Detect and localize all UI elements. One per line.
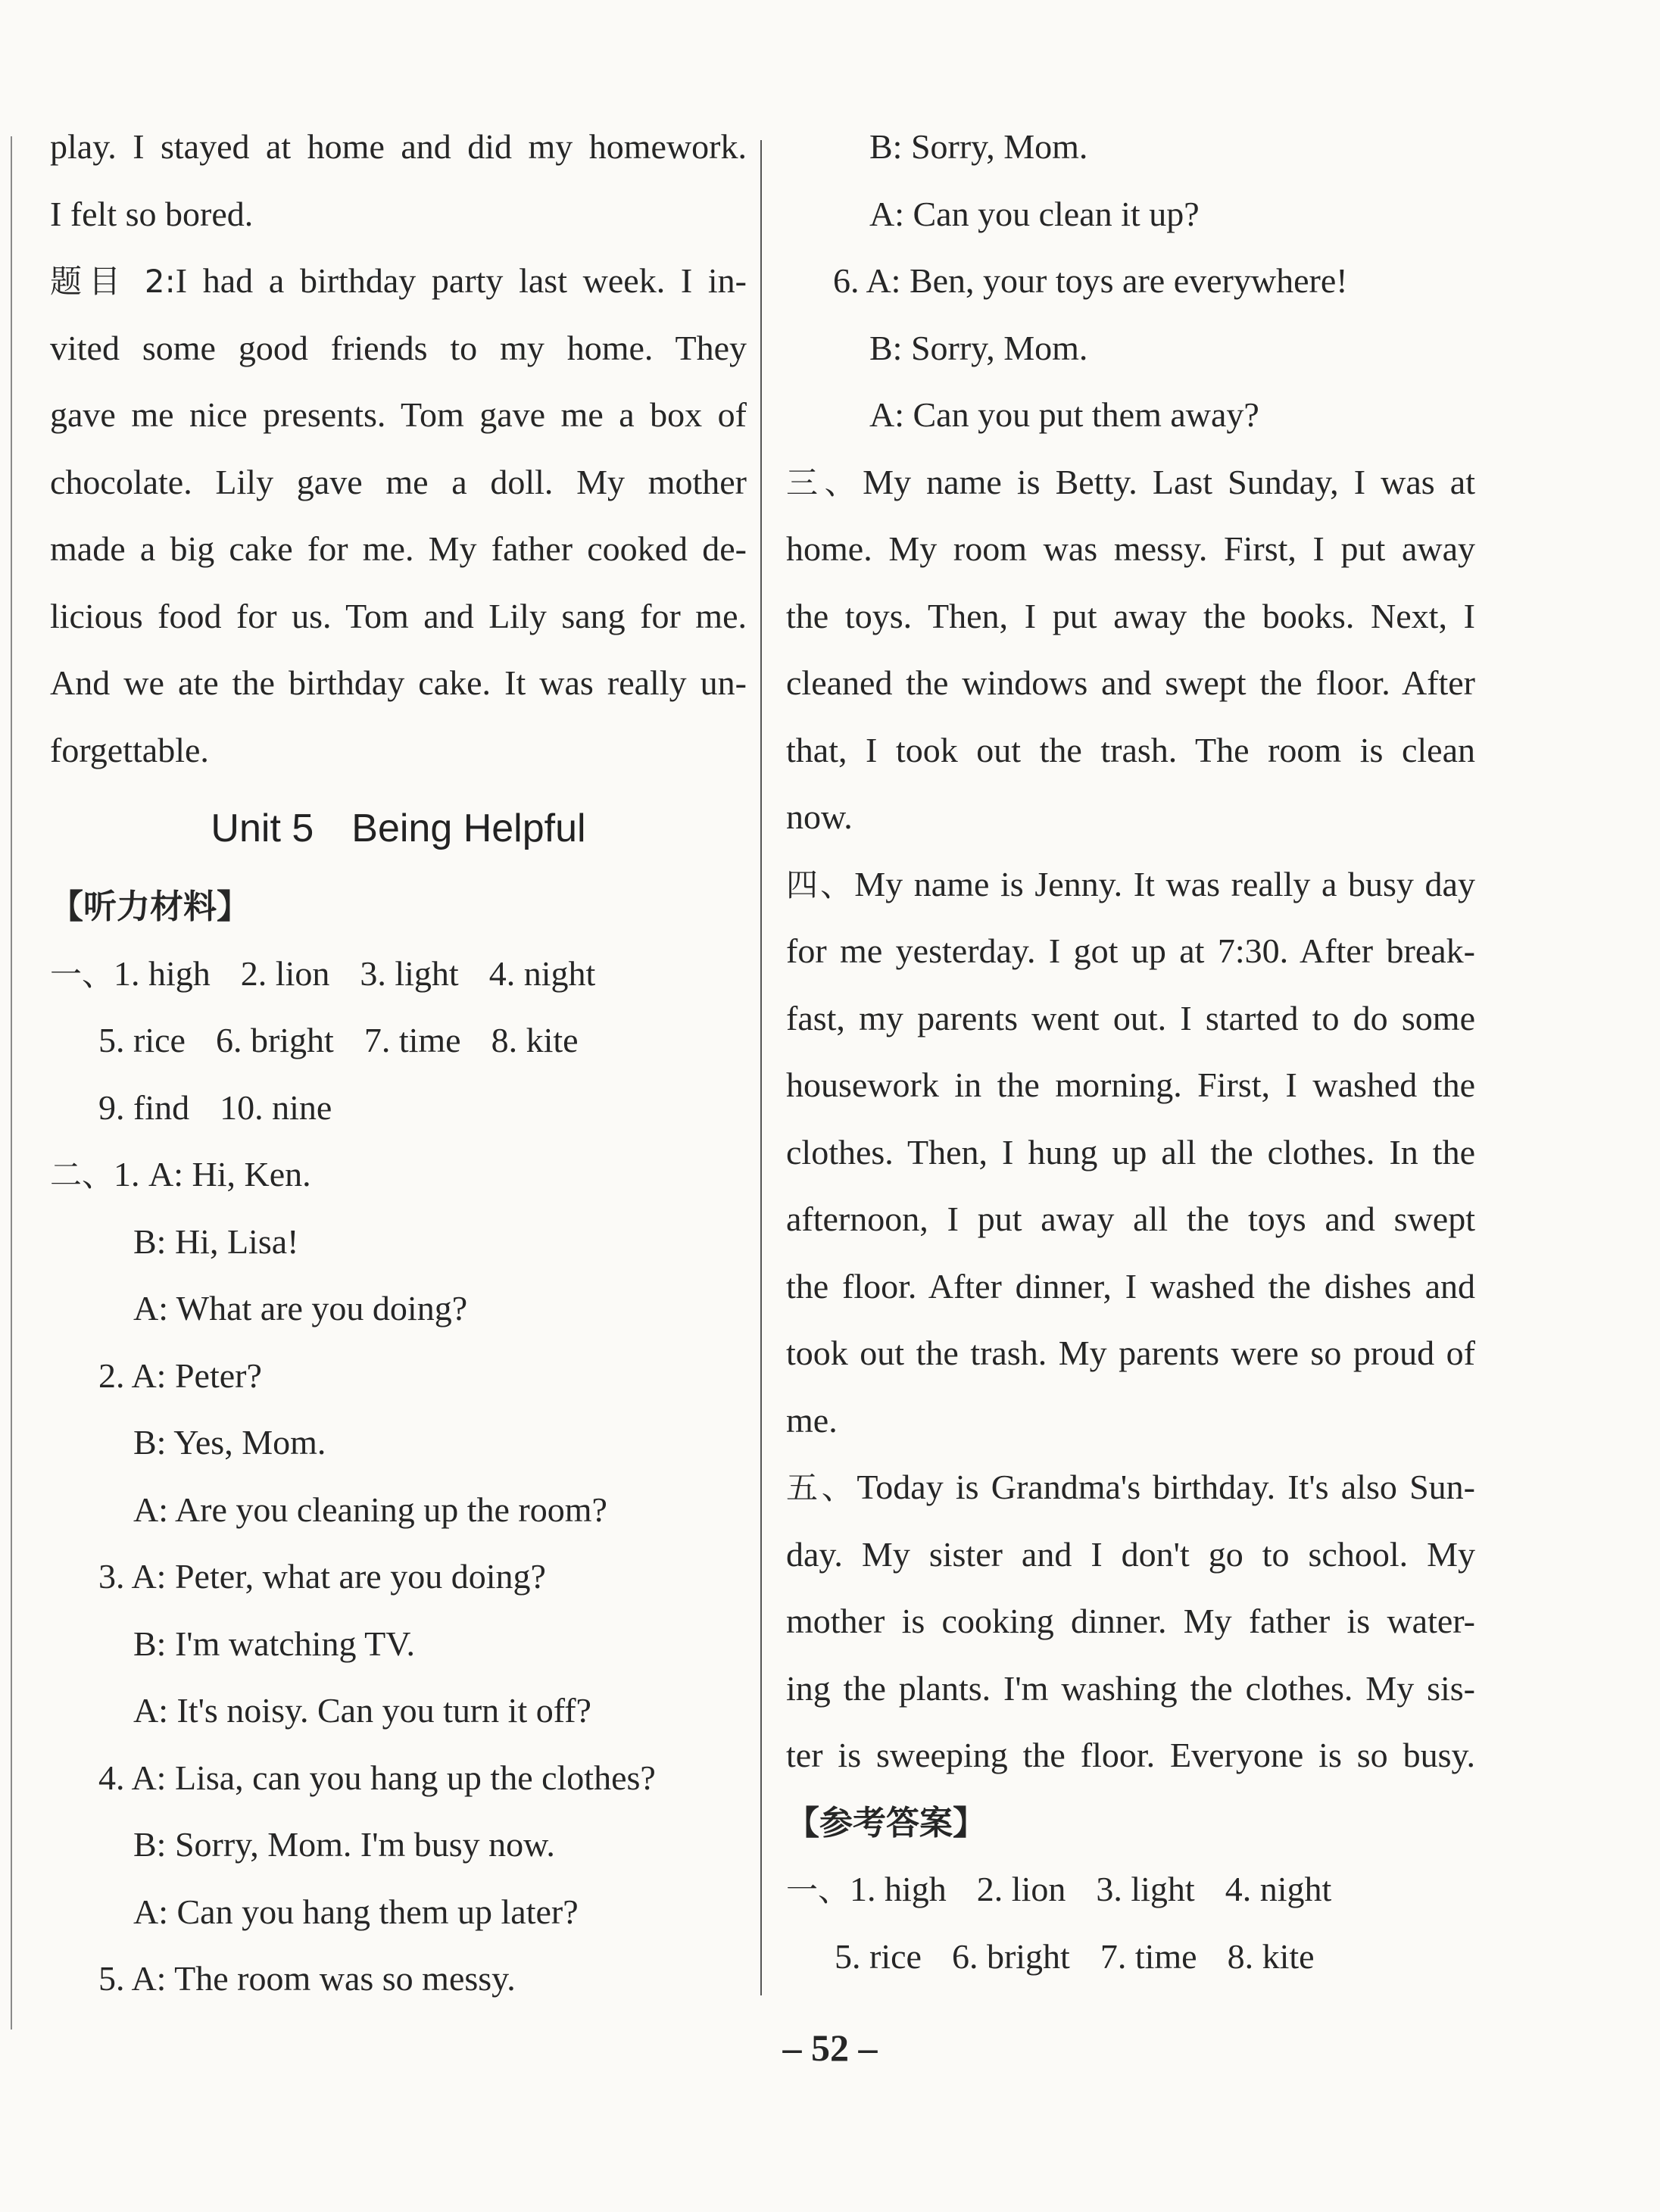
listening-header: 【听力材料】 <box>50 888 250 926</box>
left-column <box>50 114 747 2013</box>
dialog-line: B: Yes, Mom. <box>133 1423 326 1462</box>
page-number: – 52 – <box>782 2026 878 2069</box>
dialog-line: 2. A: Peter? <box>98 1356 262 1395</box>
text-line: vited some good friends to my home. They <box>50 328 747 367</box>
text-line: day. My sister and I don't go to school. My <box>786 1534 1475 1574</box>
section-prefix: 四、 <box>786 866 855 903</box>
text-line: me. <box>786 1400 838 1440</box>
text-line: the toys. Then, I put away the books. Next, I <box>786 596 1475 635</box>
text-line: afternoon, I put away all the toys and swept <box>786 1200 1475 1238</box>
section-prefix: 三、 <box>786 463 863 501</box>
dialog-line: A: It's noisy. Can you turn it off? <box>133 1691 591 1730</box>
word-item: 9. find <box>98 1087 190 1127</box>
section-prefix: 二、 <box>50 1156 114 1193</box>
word-item: 8. kite <box>491 1021 579 1059</box>
text-line: the floor. After dinner, I washed the dishes and <box>786 1266 1475 1306</box>
text-line: home. My room was messy. First, I put away <box>786 529 1475 568</box>
section1-row <box>50 941 747 1008</box>
dialog-line: B: Sorry, Mom. I'm busy now. <box>133 1825 555 1864</box>
answer-item: 2. lion <box>976 1870 1066 1908</box>
text-line: housework in the morning. First, I washed the <box>786 1065 1475 1104</box>
topic2-line <box>50 248 747 315</box>
text-line: ing the plants. I'm washing the clothes. My sis- <box>786 1668 1475 1708</box>
text-line: ter is sweeping the floor. Everyone is so busy. <box>786 1736 1475 1774</box>
answer-item: 3. light <box>1096 1870 1195 1908</box>
word-item: 2. lion <box>240 953 330 993</box>
answer-item: 6. bright <box>951 1936 1070 1976</box>
section1-row <box>50 1075 747 1142</box>
dialog-line: A: Can you put them away? <box>869 395 1259 434</box>
section3-line: 三、My name is Betty. Last Sunday, I was at <box>786 462 1475 501</box>
topic2-label: 题目 2: <box>50 263 176 300</box>
answer-item: 7. time <box>1100 1936 1197 1976</box>
answers-row <box>786 1923 1475 1991</box>
dialog-line: A: Are you cleaning up the room? <box>133 1490 607 1529</box>
answer-item: 5. rice <box>835 1936 922 1976</box>
text-line: that, I took out the trash. The room is clean <box>786 730 1475 769</box>
answer-item: 8. kite <box>1227 1936 1315 1976</box>
column-divider <box>760 140 762 1995</box>
right-column <box>786 114 1475 1990</box>
section4-line: 四、My name is Jenny. It was really a busy day <box>786 864 1475 903</box>
dialog-line: 6. A: Ben, your toys are everywhere! <box>833 261 1348 300</box>
dialog-line: A: Can you clean it up? <box>869 194 1200 233</box>
answer-item: 1. high <box>850 1870 947 1908</box>
text-line: play. I stayed at home and did my homework. <box>50 127 747 166</box>
page-edge-rule <box>11 136 12 2029</box>
text-line: now. <box>786 797 853 836</box>
text-line: I felt so bored. <box>50 194 254 233</box>
unit-heading <box>50 784 747 873</box>
answer-item: 4. night <box>1225 1870 1332 1908</box>
unit-number: Unit 5 <box>211 806 314 850</box>
word-item: 6. bright <box>215 1021 334 1059</box>
answers-header: 【参考答案】 <box>786 1803 986 1842</box>
dialog-line: B: Sorry, Mom. <box>869 127 1088 166</box>
text-line: licious food for us. Tom and Lily sang for me. <box>50 596 747 635</box>
dialog-line: 3. A: Peter, what are you doing? <box>98 1557 546 1596</box>
topic2-text: I had a birthday party last week. I in- <box>175 261 747 300</box>
text-line: And we ate the birthday cake. It was really un- <box>50 663 747 702</box>
word-item: 10. nine <box>220 1087 332 1127</box>
section-prefix: 一、 <box>50 955 114 993</box>
dialog-line: A: What are you doing? <box>133 1289 468 1328</box>
text-line: made a big cake for me. My father cooked de- <box>50 529 747 568</box>
text-line: took out the trash. My parents were so proud of <box>786 1334 1475 1372</box>
dialog-line: 二、1. A: Hi, Ken. <box>50 1155 311 1193</box>
dialog-line: 5. A: The room was so messy. <box>98 1959 516 1998</box>
text-line: mother is cooking dinner. My father is water- <box>786 1602 1475 1640</box>
text-line: cleaned the windows and swept the floor. After <box>786 663 1475 702</box>
word-item: 4. night <box>488 953 596 993</box>
dialog-line: B: Sorry, Mom. <box>869 328 1088 367</box>
section5-line: 五、Today is Grandma's birthday. It's also Sun- <box>786 1468 1475 1506</box>
text-line: chocolate. Lily gave me a doll. My mother <box>50 462 747 501</box>
dialog-line: B: Hi, Lisa! <box>133 1221 299 1261</box>
section-prefix: 一、 <box>786 1871 850 1908</box>
unit-title: Being Helpful <box>351 806 586 850</box>
dialog-line: A: Can you hang them up later? <box>133 1892 579 1931</box>
text-line: forgettable. <box>50 730 209 769</box>
section-prefix: 五、 <box>786 1469 857 1506</box>
text-line: for me yesterday. I got up at 7:30. After break- <box>786 931 1475 970</box>
section1-row <box>50 1007 747 1075</box>
text-line: fast, my parents went out. I started to do some <box>786 998 1475 1037</box>
text-line: gave me nice presents. Tom gave me a box of <box>50 395 747 434</box>
answers-row <box>786 1856 1475 1923</box>
dialog-line: B: I'm watching TV. <box>133 1624 416 1663</box>
word-item: 1. high <box>114 953 211 993</box>
word-item: 3. light <box>360 953 459 993</box>
text-line: clothes. Then, I hung up all the clothes. In the <box>786 1132 1475 1172</box>
word-item: 7. time <box>364 1021 461 1059</box>
word-item: 5. rice <box>98 1021 186 1059</box>
dialog-line: 4. A: Lisa, can you hang up the clothes? <box>98 1758 656 1797</box>
